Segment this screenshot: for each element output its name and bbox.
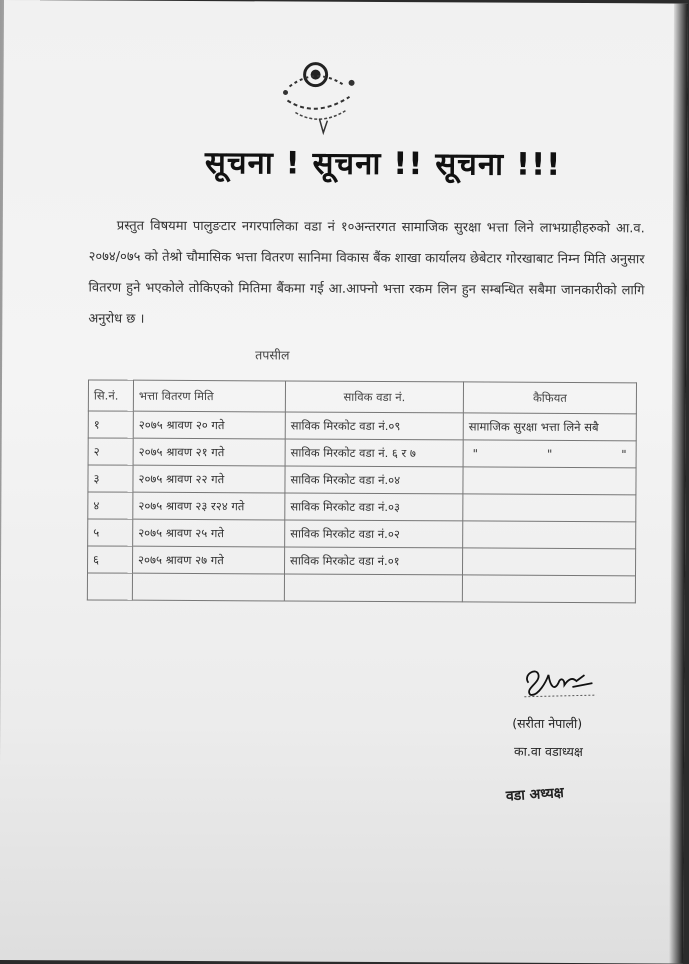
table-row: [88, 438, 636, 468]
table-row: [88, 546, 636, 576]
cell-ward: साविक मिरकोट वडा नं.०९: [285, 412, 463, 440]
ditto-mark: ": [621, 447, 627, 462]
cell-ward: साविक मिरकोट वडा नं. ६ र ७: [285, 439, 463, 467]
signatory-post: का.वा वडाध्यक्ष: [514, 743, 583, 760]
cell-remarks: [463, 467, 636, 495]
cell-serial: ५: [88, 519, 133, 546]
cell-date: २०७५ श्रावण २२ गते: [133, 465, 285, 493]
cell-remarks-ditto: [463, 440, 636, 468]
cell-remarks: [463, 521, 636, 549]
cell-date: २०७५ श्रावण २७ गते: [133, 546, 285, 574]
table-header-row: [88, 380, 636, 414]
cell-empty: [87, 573, 132, 600]
cell-ward: साविक मिरकोट वडा नं.०४: [285, 466, 463, 494]
ditto-mark: ": [472, 446, 478, 461]
cell-serial: १: [88, 411, 133, 438]
cell-ward: साविक मिरकोट वडा नं.०१: [284, 547, 462, 575]
cell-date: २०७५ श्रावण २१ गते: [133, 438, 285, 466]
header-date: भत्ता वितरण मिति: [133, 380, 285, 412]
table-row: [88, 519, 636, 549]
cell-serial: ३: [88, 465, 133, 492]
cell-ward: साविक मिरकोट वडा नं.०२: [285, 520, 463, 548]
cell-date: २०७५ श्रावण २३ र२४ गते: [133, 492, 285, 520]
notice-title: सूचना ! सूचना !! सूचना !!!: [204, 145, 562, 183]
cell-serial: २: [88, 438, 133, 465]
cell-remarks: सामाजिक सुरक्षा भत्ता लिने सबै: [463, 413, 636, 441]
cell-ward: साविक मिरकोट वडा नं.०३: [285, 493, 463, 521]
municipality-emblem-icon: [279, 56, 361, 138]
notice-body: प्रस्तुत विषयमा पालुङटार नगरपालिका वडा नं १०अन्तरगत सामाजिक सुरक्षा भत्ता लिने लाभग्राहीहरुको आ.व. २०७४/०७५ को तेश्रो चौमासिक भत्ता वितरण सानिमा विकास बैंक शाखा कार्यालय छेबेटार गोरखाबाट निम्न मिति अनुसार वितरण हुने भएकोले तोकिएको मितिमा बैंकमा गई आ.आफ्नो भत्ता रकम लिन हुन सम्बन्धित सबैमा जानकारीको लागि अनुरोध छ ।: [88, 218, 645, 327]
official-stamp: वडा अध्यक्ष: [505, 784, 565, 805]
cell-empty: [284, 574, 462, 602]
cell-empty: [132, 573, 284, 601]
cell-date: २०७५ श्रावण २५ गते: [133, 519, 285, 547]
table-row: [88, 411, 636, 441]
cell-serial: ४: [88, 492, 133, 519]
table-row: [88, 492, 636, 522]
cell-remarks: [462, 548, 635, 576]
header-ward: साविक वडा नं.: [285, 381, 463, 413]
header-remarks: कैफियत: [463, 382, 636, 414]
ditto-mark: ": [546, 446, 553, 461]
table-row: [88, 465, 636, 495]
cell-date: २०७५ श्रावण २० गते: [133, 411, 285, 439]
cell-serial: ६: [88, 546, 133, 573]
cell-remarks: [463, 494, 636, 522]
details-label: तपसील: [255, 347, 290, 363]
signatory-name: (सरीता नेपाली): [512, 715, 583, 732]
handwritten-signature: [518, 661, 598, 701]
cell-empty: [462, 575, 635, 603]
table-row-empty: [87, 573, 635, 603]
distribution-table: [87, 379, 637, 603]
header-serial: सि.नं.: [88, 380, 133, 411]
